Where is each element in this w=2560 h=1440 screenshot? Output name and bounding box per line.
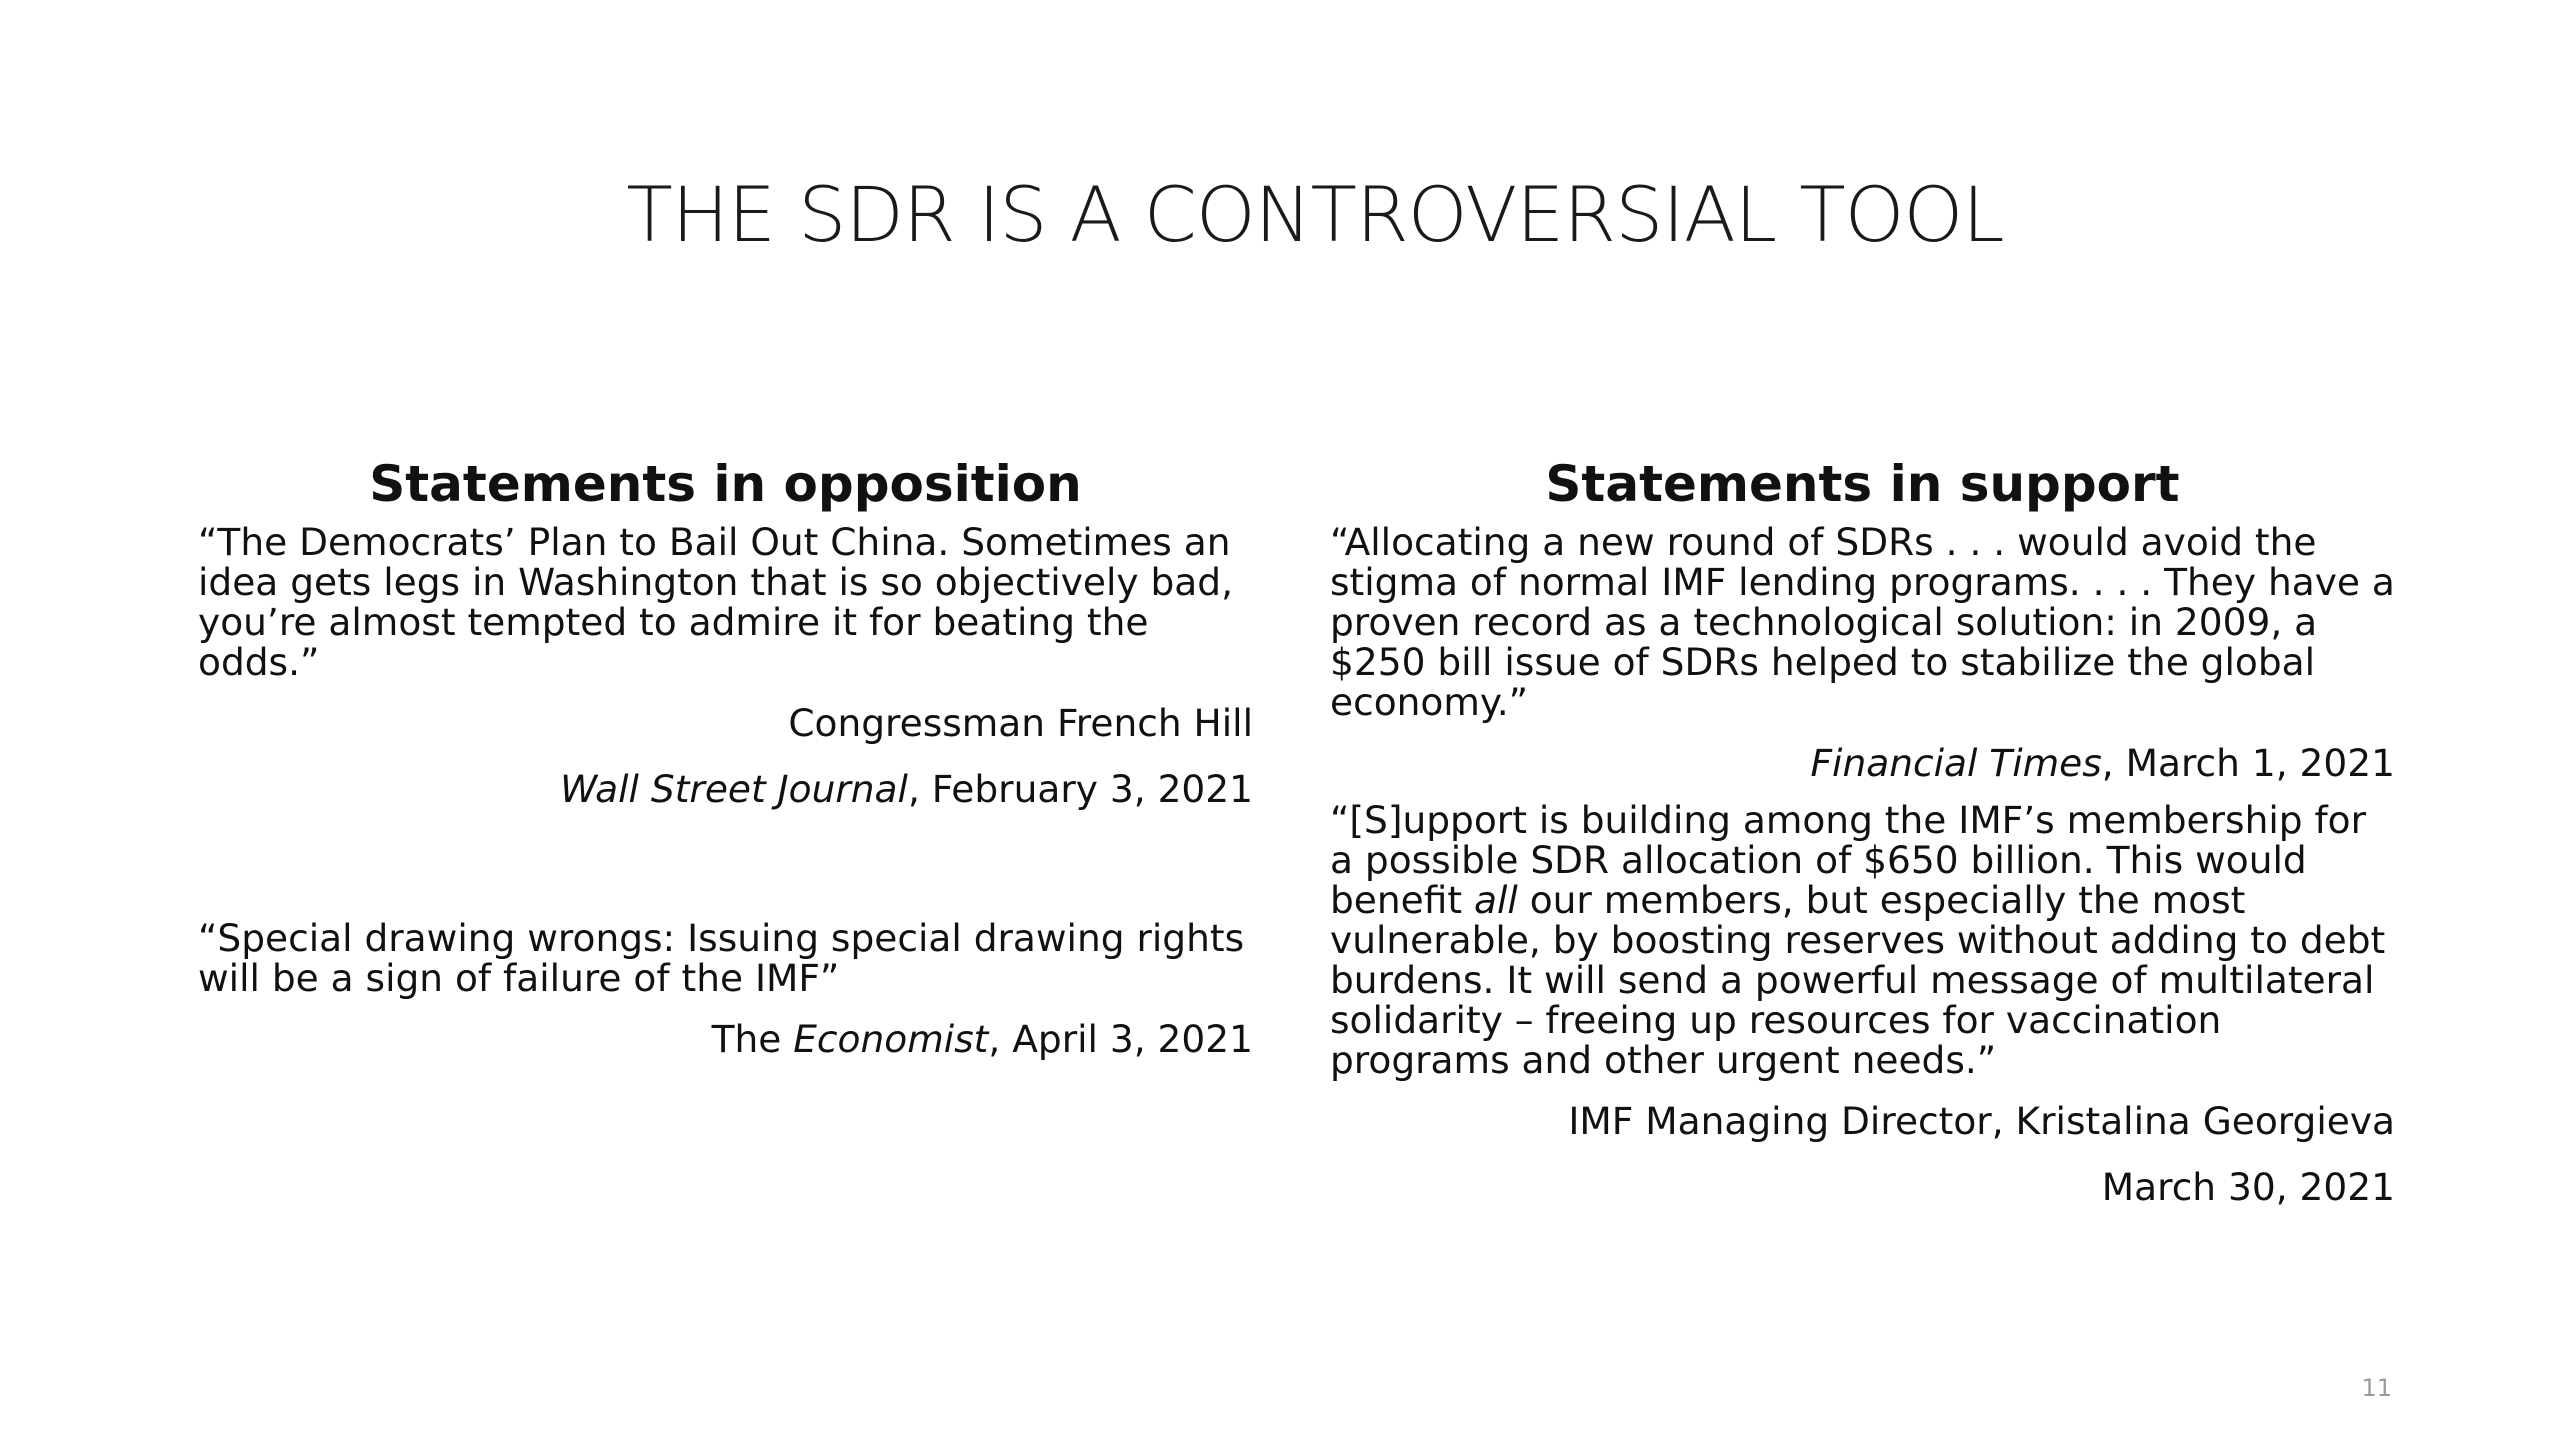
page-number: 11 [2361, 1374, 2392, 1402]
opposition-quote-2: “Special drawing wrongs: Issuing special drawing rights will be a sign of failure of the IMF” [198, 916, 1245, 1000]
support-quote-2-emphasis: all [1473, 878, 1518, 922]
opposition-column [198, 450, 1253, 1072]
support-quote-1: “Allocating a new round of SDRs . . . would avoid the stigma of normal IMF lending programs. . . . They have a proven record as a technological solution: in 2009, a $250 bill issue of SDRs helped to stabilize the global economy.” [1330, 520, 2395, 724]
support-quote-2-date: March 30, 2021 [2101, 1165, 2395, 1209]
opposition-quote-2-publication: Economist [793, 1017, 989, 1061]
support-quote-2-text-after: our members, but especially the most vulnerable, by boosting reserves without adding to debt burdens. It will send a powerful message of multilateral solidarity – freeing up resources for vaccination programs and other urgent needs.” [1330, 878, 2386, 1082]
support-quote-2 [1330, 800, 2395, 1080]
opposition-heading: Statements in opposition [369, 455, 1082, 513]
support-quote-1-source [1330, 730, 2395, 796]
opposition-quote-2-prefix: The [711, 1017, 794, 1061]
slide-title: THE SDR IS A CONTROVERSIAL TOOL [626, 170, 2004, 259]
opposition-quote-1-publication: Wall Street Journal [560, 767, 908, 811]
opposition-quote-1-date: , February 3, 2021 [907, 767, 1253, 811]
support-quote-2-text-before: “[S]upport is building among the IMF’s membership for a possible SDR allocation of $650 billion. This would benefit [1330, 798, 2367, 922]
support-column [1330, 450, 2395, 1220]
opposition-quote-1: “The Democrats’ Plan to Bail Out China. Sometimes an idea gets legs in Washington that is so objectively bad, you’re almost tempted to admire it for beating the odds.” [198, 520, 1234, 684]
opposition-quote-1-source [198, 756, 1253, 822]
support-heading: Statements in support [1545, 455, 2180, 513]
support-quote-1-date: , March 1, 2021 [2101, 741, 2395, 785]
support-quote-2-speaker: IMF Managing Director, Kristalina Georgieva [1568, 1099, 2395, 1143]
support-quote-1-publication: Financial Times [1810, 741, 2102, 785]
opposition-quote-2-date: , April 3, 2021 [988, 1017, 1253, 1061]
opposition-quote-2-source [198, 1006, 1253, 1072]
opposition-quote-1-speaker: Congressman French Hill [788, 701, 1253, 745]
